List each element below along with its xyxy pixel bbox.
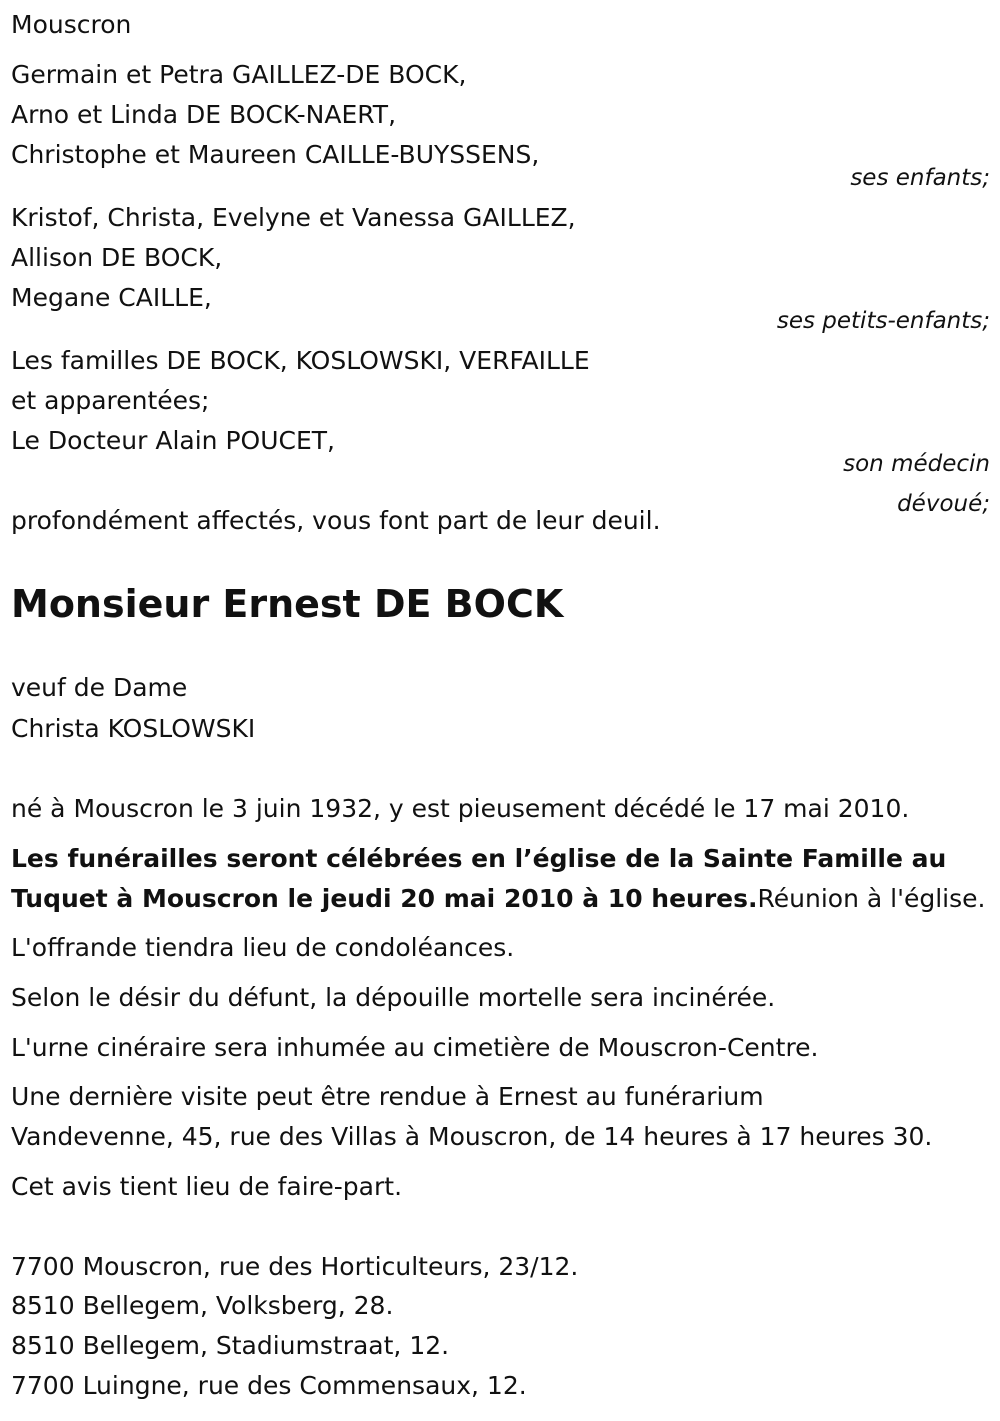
grandchildren-role: ses petits-enfants; bbox=[776, 308, 990, 334]
family-line: et apparentées; bbox=[11, 386, 210, 415]
note-line: Cet avis tient lieu de faire-part. bbox=[11, 1172, 403, 1201]
address-line: 7700 Luingne, rue des Commensaux, 12. bbox=[11, 1371, 527, 1400]
family-line: Les familles DE BOCK, KOSLOWSKI, VERFAILLE bbox=[11, 346, 590, 375]
funeral-bold-text: Tuquet à Mouscron le jeudi 20 mai 2010 à 10 heures. bbox=[11, 884, 758, 913]
funeral-line: Les funérailles seront célébrées en l’église de la Sainte Famille au bbox=[11, 844, 947, 873]
note-line: L'urne cinéraire sera inhumée au cimetière de Mouscron-Centre. bbox=[11, 1033, 819, 1062]
child-line: Christophe et Maureen CAILLE-BUYSSENS, bbox=[11, 140, 540, 169]
grandchild-line: Megane CAILLE, bbox=[11, 283, 212, 312]
doctor-role-line2: dévoué; bbox=[897, 491, 990, 517]
address-line: 8510 Bellegem, Volksberg, 28. bbox=[11, 1291, 394, 1320]
funeral-tail-text: Réunion à l'église. bbox=[757, 884, 986, 913]
note-line: Selon le désir du défunt, la dépouille mortelle sera incinérée. bbox=[11, 983, 776, 1012]
widower-line: Christa KOSLOWSKI bbox=[11, 714, 256, 743]
note-line: L'offrande tiendra lieu de condoléances. bbox=[11, 933, 515, 962]
note-line: Une dernière visite peut être rendue à Ernest au funérarium bbox=[11, 1082, 764, 1111]
family-line: Le Docteur Alain POUCET, bbox=[11, 426, 335, 455]
closing-line: profondément affectés, vous font part de leur deuil. bbox=[11, 506, 661, 535]
child-line: Germain et Petra GAILLEZ-DE BOCK, bbox=[11, 60, 467, 89]
grandchild-line: Allison DE BOCK, bbox=[11, 243, 223, 272]
doctor-role-line1: son médecin bbox=[843, 451, 990, 477]
deceased-name: Monsieur Ernest DE BOCK bbox=[11, 582, 564, 626]
funeral-line bbox=[11, 884, 985, 914]
child-line: Arno et Linda DE BOCK-NAERT, bbox=[11, 100, 397, 129]
place-heading: Mouscron bbox=[11, 10, 132, 39]
grandchild-line: Kristof, Christa, Evelyne et Vanessa GAILLEZ, bbox=[11, 203, 576, 232]
widower-line: veuf de Dame bbox=[11, 673, 188, 702]
note-line: Vandevenne, 45, rue des Villas à Mouscron, de 14 heures à 17 heures 30. bbox=[11, 1122, 933, 1151]
address-line: 8510 Bellegem, Stadiumstraat, 12. bbox=[11, 1331, 450, 1360]
address-line: 7700 Mouscron, rue des Horticulteurs, 23/12. bbox=[11, 1252, 579, 1281]
birth-death-line: né à Mouscron le 3 juin 1932, y est pieusement décédé le 17 mai 2010. bbox=[11, 794, 910, 823]
children-role: ses enfants; bbox=[850, 165, 990, 191]
